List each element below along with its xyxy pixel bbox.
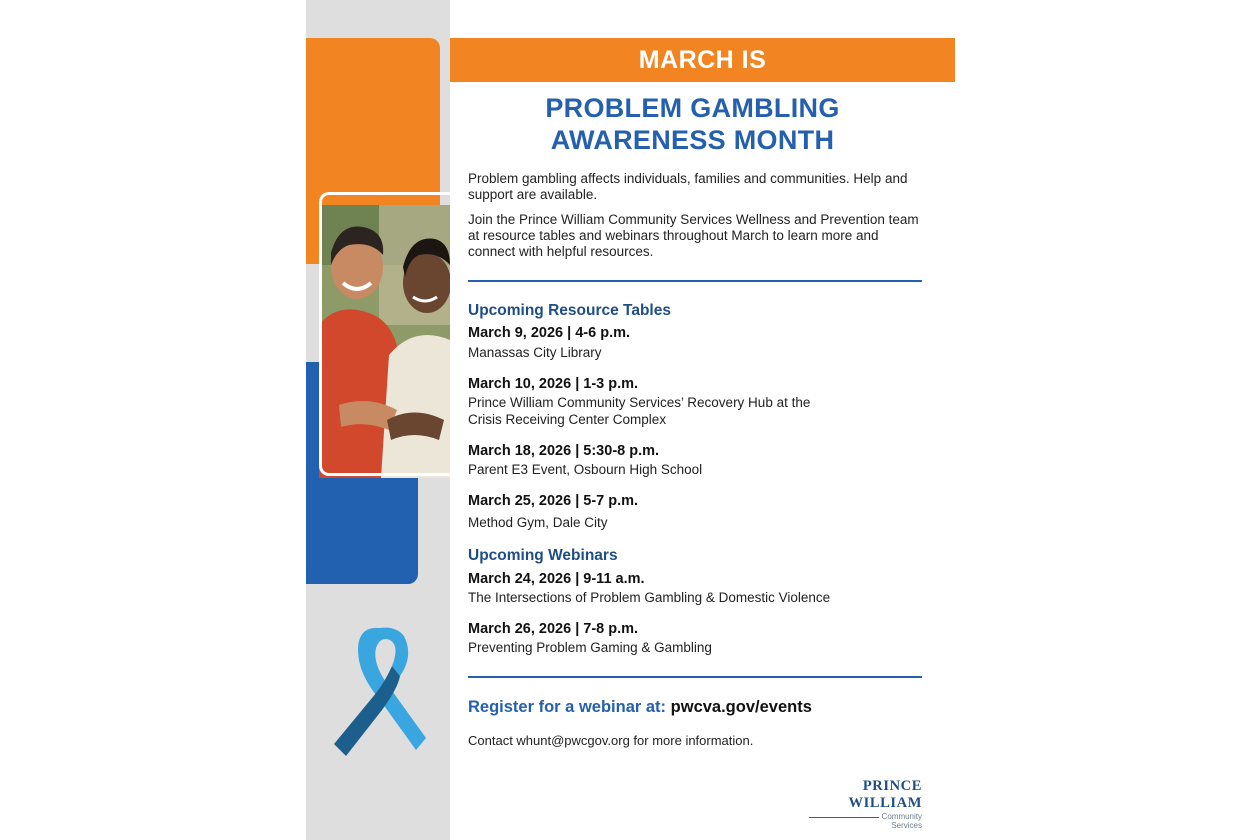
webinar-title: The Intersections of Problem Gambling & Domestic Violence <box>468 590 831 605</box>
banner-text: MARCH IS <box>638 45 767 74</box>
resource-tables-heading: Upcoming Resource Tables <box>468 302 671 319</box>
logo-name: PRINCE WILLIAM <box>848 778 922 811</box>
webinar-date: March 26, 2026 | 7-8 p.m. <box>468 621 639 637</box>
logo-subtitle-text: Community Services <box>881 812 922 830</box>
event-date: March 18, 2026 | 5:30-8 p.m. <box>468 443 660 459</box>
event-date: March 25, 2026 | 5-7 p.m. <box>468 493 639 509</box>
event-location: Method Gym, Dale City <box>468 515 608 530</box>
prince-william-logo <box>800 778 922 830</box>
webinars-heading: Upcoming Webinars <box>468 547 618 564</box>
register-label: Register for a webinar at: <box>468 698 667 716</box>
event-location: Manassas City Library <box>468 345 602 360</box>
event-location: Prince William Community Services’ Recovery Hub at the Crisis Receiving Center Complex <box>468 395 811 427</box>
photo-frame <box>319 192 459 476</box>
header-banner <box>450 38 955 82</box>
divider-top <box>468 280 922 282</box>
event-location: Parent E3 Event, Osbourn High School <box>468 462 703 477</box>
awareness-ribbon-icon <box>328 622 428 760</box>
intro-section <box>468 171 928 260</box>
logo-rule <box>809 817 879 818</box>
register-link[interactable]: pwcva.gov/events <box>670 698 812 716</box>
event-date: March 9, 2026 | 4-6 p.m. <box>468 325 631 341</box>
webinar-title: Preventing Problem Gaming & Gambling <box>468 640 712 655</box>
title-line-2: AWARENESS MONTH <box>550 125 835 155</box>
divider-bottom <box>468 676 922 678</box>
intro-paragraph-2: Join the Prince William Community Services Wellness and Prevention team at resource tables and webinars throughout March to learn more and connect with helpful resources. <box>468 212 919 259</box>
webinar-date: March 24, 2026 | 9-11 a.m. <box>468 571 645 587</box>
title-line-1: PROBLEM GAMBLING <box>545 93 840 123</box>
logo-subtitle <box>800 812 922 830</box>
register-line <box>468 698 812 717</box>
page-title <box>450 92 935 156</box>
contact-text: Contact whunt@pwcgov.org for more information. <box>468 733 754 748</box>
intro-paragraph-1: Problem gambling affects individuals, families and communities. Help and support are available. <box>468 171 908 202</box>
event-date: March 10, 2026 | 1-3 p.m. <box>468 376 639 392</box>
